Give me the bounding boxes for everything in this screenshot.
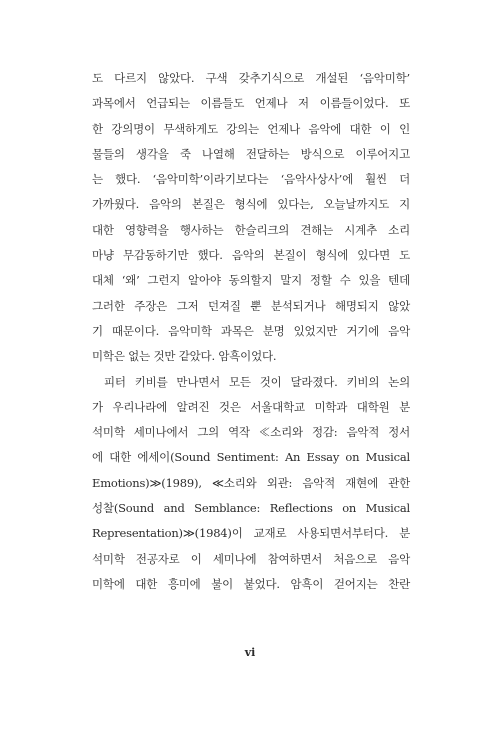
- body-text: [92, 66, 410, 597]
- text-line: 마냥 무감동하기만 했다. 음악의 본질이 형식에 있다면 도: [92, 248, 410, 263]
- text-line: 과목에서 언급되는 이름들도 언제나 저 이름들이었다. 또: [92, 96, 410, 111]
- text-line: Representation)≫(1984)이 교재로 사용되면서부터다. 분: [92, 526, 410, 541]
- text-line: 기 때문이다. 음악미학 과목은 분명 있었지만 거기에 음악: [92, 323, 410, 338]
- text-line: 피터 키비를 만나면서 모든 것이 달라졌다. 키비의 논의: [104, 374, 410, 389]
- text-line: 가까웠다. 음악의 본질은 형식에 있다는, 오늘날까지도 지: [92, 197, 410, 212]
- text-line: 대한 영향력을 행사하는 한슬리크의 견해는 시계추 소리: [92, 222, 410, 237]
- text-line: 에 대한 에세이(Sound Sentiment: An Essay on Musical: [92, 450, 410, 465]
- text-line: 미학은 없는 것만 같았다. 암흑이었다.: [92, 349, 277, 364]
- paragraph-2: [92, 370, 410, 598]
- paragraph-1: [92, 66, 410, 370]
- text-line: 물들의 생각을 죽 나열해 전달하는 방식으로 이루어지고: [92, 146, 410, 161]
- text-line: 가 우리나라에 알려진 것은 서울대학교 미학과 대학원 분: [92, 399, 410, 414]
- text-line: 도 다르지 않았다. 구색 갖추기식으로 개설된 ‘음악미학’: [92, 71, 410, 85]
- text-line: 석미학 세미나에서 그의 역작 ≪소리와 정감: 음악적 정서: [92, 425, 410, 440]
- text-line: 는 했다. ‘음악미학’이라기보다는 ‘음악사상사’에 훨씬 더: [92, 172, 410, 187]
- text-line: Emotions)≫(1989), ≪소리와 외관: 음악적 재현에 관한: [92, 475, 410, 490]
- page-number: vi: [244, 646, 256, 659]
- text-line: 석미학 전공자로 이 세미나에 참여하면서 처음으로 음악: [92, 551, 410, 566]
- text-line: 한 강의명이 무색하게도 강의는 언제나 음악에 대한 이 인: [92, 121, 410, 136]
- text-line: 성찰(Sound and Semblance: Reflections on Musical: [92, 501, 410, 516]
- text-line: 대체 ‘왜’ 그런지 알아야 동의할지 말지 정할 수 있을 텐데: [92, 273, 410, 288]
- text-line: 미학에 대한 흥미에 불이 붙었다. 암흑이 걷어지는 찬란: [92, 576, 410, 591]
- text-line: 그러한 주장은 그저 던져질 뿐 분석되거나 해명되지 않았: [92, 298, 410, 313]
